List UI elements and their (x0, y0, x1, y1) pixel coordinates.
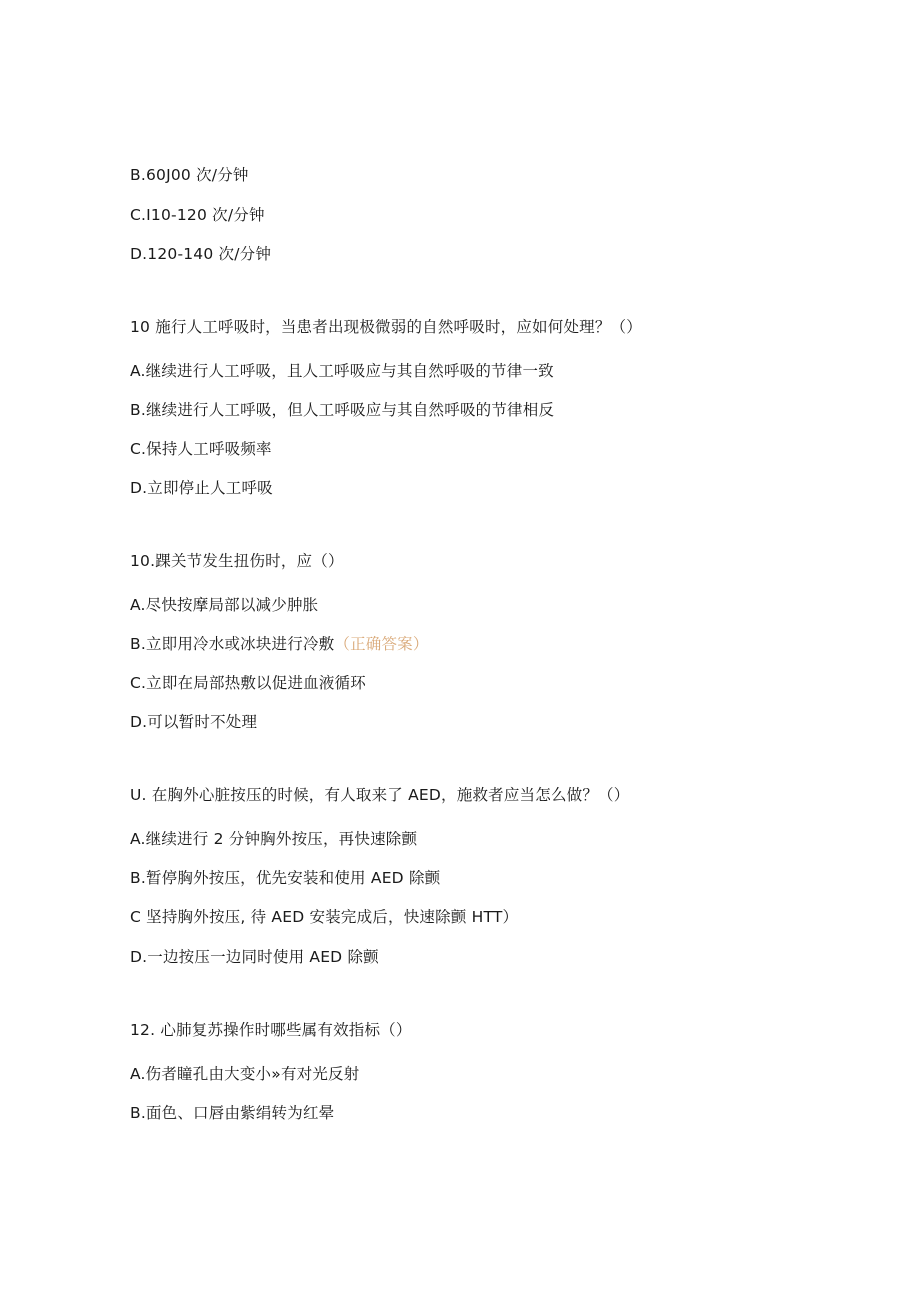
option-q10a-a: A.继续进行人工呼吸，且人工呼吸应与其自然呼吸的节律一致 (130, 362, 554, 380)
option-q10b-b (130, 634, 429, 654)
option-q10b-c: C.立即在局部热敷以促进血液循环 (130, 674, 366, 692)
question-11-aed: U. 在胸外心脏按压的时候，有人取来了 AED，施救者应当怎么做？（） (130, 786, 630, 804)
option-q10b-a: A.尽快按摩局部以减少肿胀 (130, 596, 319, 614)
option-q12-a: A.伤者瞳孔由大变小»有对光反射 (130, 1065, 360, 1083)
option-q11-d: D.一边按压一边同时使用 AED 除颤 (130, 948, 379, 966)
option-q9-d: D.120-140 次/分钟 (130, 245, 272, 263)
option-q10a-c: C.保持人工呼吸频率 (130, 440, 272, 458)
option-q9-b: B.60J00 次/分钟 (130, 166, 249, 184)
option-q10a-b: B.继续进行人工呼吸，但人工呼吸应与其自然呼吸的节律相反 (130, 401, 555, 419)
question-12-cpr: 12. 心肺复苏操作时哪些属有效指标（） (130, 1021, 412, 1039)
option-q11-c: C 坚持胸外按压, 待 AED 安装完成后，快速除颤 HTT） (130, 908, 519, 926)
option-q11-b: B.暂停胸外按压，优先安装和使用 AED 除颤 (130, 869, 441, 887)
option-q11-a: A.继续进行 2 分钟胸外按压，再快速除颤 (130, 830, 418, 848)
correct-answer-note: （正确答案） (334, 635, 429, 653)
option-q9-c: C.I10-120 次/分钟 (130, 206, 265, 224)
option-q10a-d: D.立即停止人工呼吸 (130, 479, 273, 497)
option-q10b-b-text: B.立即用冷水或冰块进行冷敷 (130, 635, 335, 653)
option-q12-b: B.面色、口唇由紫绢转为红晕 (130, 1104, 335, 1122)
question-10-ankle: 10.踝关节发生扭伤时，应（） (130, 552, 344, 570)
question-10-respiration: 10 施行人工呼吸时，当患者出现极微弱的自然呼吸时，应如何处理？（） (130, 318, 642, 336)
option-q10b-d: D.可以暂时不处理 (130, 713, 258, 731)
